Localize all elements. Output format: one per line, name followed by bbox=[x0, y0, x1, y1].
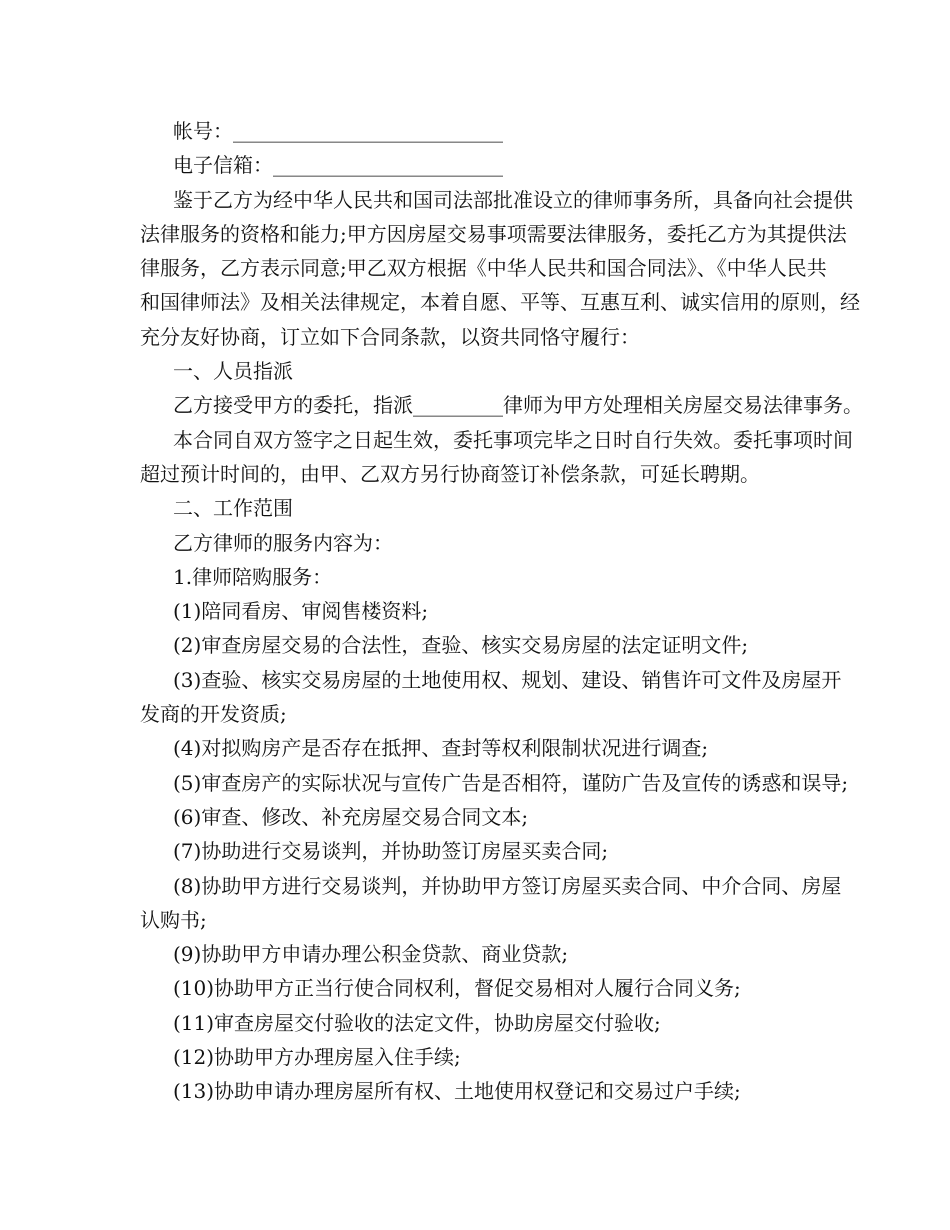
text-line: 本合同自双方签字之日起生效，委托事项完毕之日时自行失效。委托事项时间 bbox=[173, 427, 853, 452]
text-line: 一、人员指派 bbox=[173, 359, 293, 384]
text-line: 乙方接受甲方的委托，指派_________律师为甲方处理相关房屋交易法律事务。 bbox=[173, 393, 863, 418]
text-line: (11)审查房屋交付验收的法定文件，协助房屋交付验收; bbox=[173, 1010, 661, 1035]
text-line: 二、工作范围 bbox=[173, 496, 293, 521]
text-line: 帐号：___________________________ bbox=[173, 119, 503, 143]
text-line: 法律服务的资格和能力;甲方因房屋交易事项需要法律服务，委托乙方为其提供法 bbox=[140, 221, 847, 246]
text-line: (6)审查、修改、补充房屋交易合同文本; bbox=[173, 804, 529, 829]
text-line: (2)审查房屋交易的合法性，查验、核实交易房屋的法定证明文件; bbox=[173, 633, 749, 658]
text-line: 鉴于乙方为经中华人民共和国司法部批准设立的律师事务所，具备向社会提供 bbox=[173, 187, 853, 212]
text-line: 电子信箱：_______________________ bbox=[173, 153, 503, 178]
text-line: (10)协助甲方正当行使合同权利，督促交易相对人履行合同义务; bbox=[173, 976, 741, 1001]
text-line: (4)对拟购房产是否存在抵押、查封等权利限制状况进行调查; bbox=[173, 736, 709, 761]
text-line: 超过预计时间的，由甲、乙双方另行协商签订补偿条款，可延长聘期。 bbox=[140, 461, 760, 486]
text-line: 发商的开发资质; bbox=[140, 702, 287, 727]
text-line: 认购书; bbox=[140, 907, 207, 932]
text-line: 和国律师法》及相关法律规定，本着自愿、平等、互惠互利、诚实信用的原则，经 bbox=[140, 290, 860, 315]
text-line: 乙方律师的服务内容为： bbox=[173, 530, 393, 555]
text-line: 1.律师陪购服务： bbox=[173, 564, 333, 589]
text-line: (1)陪同看房、审阅售楼资料; bbox=[173, 599, 429, 624]
text-line: 充分友好协商，订立如下合同条款，以资共同恪守履行： bbox=[140, 324, 640, 349]
text-line: (8)协助甲方进行交易谈判，并协助甲方签订房屋买卖合同、中介合同、房屋 bbox=[173, 873, 842, 898]
text-line: (7)协助进行交易谈判，并协助签订房屋买卖合同; bbox=[173, 839, 609, 864]
text-line: (12)协助甲方办理房屋入住手续; bbox=[173, 1045, 461, 1070]
text-line: (9)协助甲方申请办理公积金贷款、商业贷款; bbox=[173, 942, 569, 967]
text-line: (5)审查房产的实际状况与宣传广告是否相符，谨防广告及宣传的诱惑和误导; bbox=[173, 770, 849, 795]
text-line: (3)查验、核实交易房屋的土地使用权、规划、建设、销售许可文件及房屋开 bbox=[173, 667, 842, 692]
text-line: 律服务，乙方表示同意;甲乙双方根据《中华人民共和国合同法》、《中华人民共 bbox=[140, 256, 827, 281]
text-line: (13)协助申请办理房屋所有权、土地使用权登记和交易过户手续; bbox=[173, 1079, 741, 1104]
document-page bbox=[140, 114, 863, 1109]
